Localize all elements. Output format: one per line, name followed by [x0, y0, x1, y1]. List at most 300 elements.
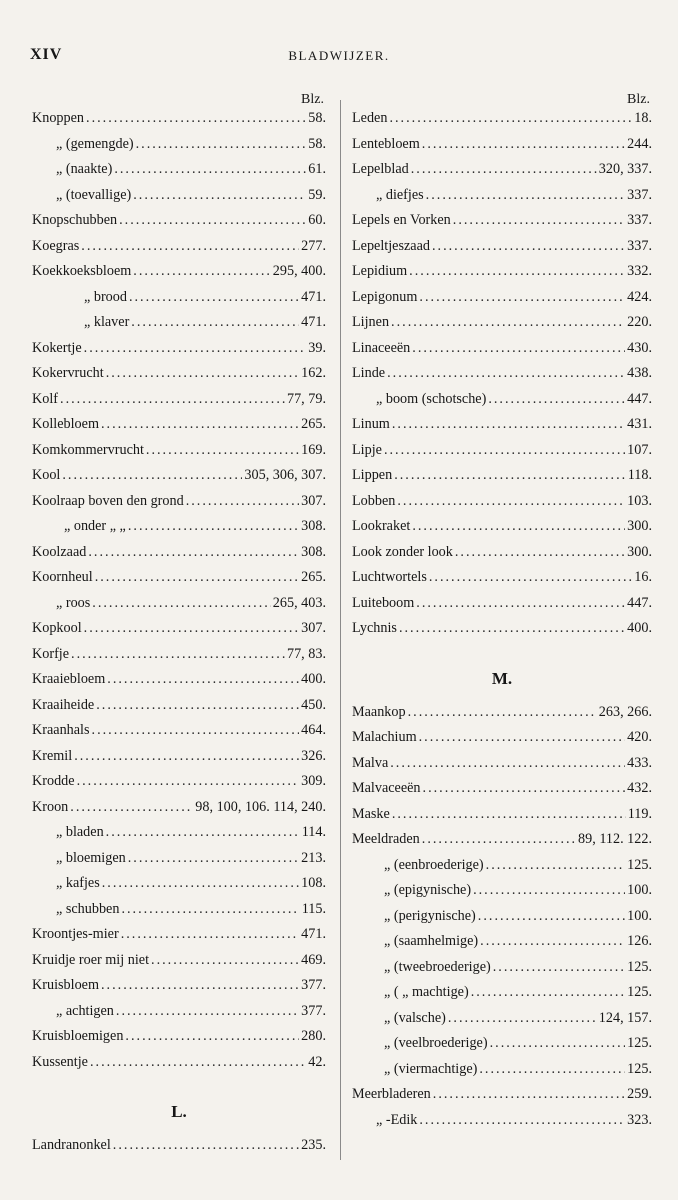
index-entry — [352, 187, 652, 213]
dot-leader — [387, 365, 625, 382]
entry-pages: 265. — [301, 416, 326, 432]
entry-term: „ (naakte) — [56, 161, 113, 177]
entry-pages: 305, 306, 307. — [244, 467, 326, 483]
entry-pages: 59. — [308, 186, 326, 203]
index-entry — [352, 908, 652, 934]
dot-leader — [390, 755, 625, 772]
index-entry — [352, 806, 652, 832]
entry-pages: 430. — [627, 339, 652, 356]
index-entry — [32, 850, 326, 876]
entry-term: „ achtigen — [56, 1002, 114, 1019]
dot-leader — [106, 365, 299, 382]
entry-term: Meerbladeren — [352, 1086, 431, 1102]
entry-term: Landranonkel — [32, 1137, 111, 1153]
dot-leader — [146, 442, 299, 459]
dot-leader — [486, 857, 626, 874]
entry-pages: 432. — [627, 780, 652, 796]
index-entry — [32, 646, 326, 672]
dot-leader — [128, 518, 299, 535]
entry-pages: 125. — [627, 1035, 652, 1051]
entry-term: Lijnen — [352, 314, 390, 330]
index-entry — [352, 212, 652, 238]
entry-pages: 471. — [301, 288, 326, 305]
entry-term: „ (viermachtige) — [384, 1060, 478, 1077]
entry-term: Maankop — [352, 703, 406, 720]
entry-pages: 77, 83. — [286, 645, 326, 662]
entry-pages: 431. — [627, 416, 652, 432]
entry-pages: 424. — [627, 288, 652, 305]
entry-pages: 100. — [627, 882, 652, 898]
index-entry — [32, 340, 326, 366]
entry-term: Luchtwortels — [352, 569, 427, 585]
index-entry — [32, 442, 326, 468]
dot-leader — [479, 1061, 625, 1078]
index-entry — [32, 773, 326, 799]
entry-pages: 400. — [301, 671, 326, 687]
index-entry — [352, 1035, 652, 1061]
entry-pages: 265. — [301, 569, 326, 585]
index-entry — [32, 977, 326, 1003]
dot-leader — [480, 933, 625, 950]
dot-leader — [84, 340, 307, 357]
entry-pages: 309. — [301, 773, 326, 789]
dot-leader — [128, 850, 299, 867]
dot-leader — [412, 340, 625, 357]
index-entry — [32, 722, 326, 748]
right-column — [352, 90, 652, 1137]
entry-pages: 125. — [627, 1060, 652, 1077]
entry-term: „ -Edik — [376, 1111, 418, 1128]
index-entry — [32, 901, 326, 927]
dot-leader — [455, 544, 625, 561]
dot-leader — [74, 748, 299, 765]
dot-leader — [493, 959, 625, 976]
entry-term: Lentebloem — [352, 135, 420, 152]
entry-pages: 471. — [301, 926, 326, 942]
index-entry — [32, 824, 326, 850]
entry-pages: 100. — [627, 907, 652, 924]
entry-term: „ (eenbroederige) — [384, 856, 484, 873]
entry-term: Lipje — [352, 441, 382, 458]
entry-term: „ brood — [84, 288, 127, 305]
dot-leader — [95, 569, 299, 586]
dot-leader — [131, 314, 299, 331]
index-entry — [352, 340, 652, 366]
entry-pages: 471. — [301, 314, 326, 330]
entry-pages: 124, 157. — [598, 1009, 652, 1026]
dot-leader — [106, 824, 300, 841]
dot-leader — [389, 110, 632, 127]
entry-pages: 169. — [301, 441, 326, 458]
index-entry — [32, 697, 326, 723]
entry-pages: 108. — [301, 875, 326, 891]
section-letter-l: L. — [171, 1102, 187, 1121]
entry-term: Koolraap boven den grond — [32, 492, 184, 509]
index-entry — [32, 1137, 326, 1163]
dot-leader — [384, 442, 625, 459]
entry-pages: 244. — [627, 135, 652, 152]
entry-term: Luiteboom — [352, 594, 415, 611]
entry-term: „ (tweebroederige) — [384, 958, 491, 975]
left-column — [32, 90, 326, 1163]
dot-leader — [426, 187, 626, 204]
entry-term: Kraaiebloem — [32, 671, 106, 687]
index-entry — [352, 831, 652, 857]
index-entry — [32, 493, 326, 519]
dot-leader — [116, 1003, 299, 1020]
dot-leader — [471, 984, 625, 1001]
dot-leader — [86, 110, 306, 127]
index-entry — [32, 875, 326, 901]
dot-leader — [488, 391, 625, 408]
index-entry — [32, 314, 326, 340]
entry-pages: 337. — [627, 212, 652, 228]
entry-term: „ onder „ „ — [64, 518, 126, 534]
entry-term: Leden — [352, 110, 388, 126]
index-entry — [32, 416, 326, 442]
entry-pages: 265, 403. — [272, 594, 326, 611]
dot-leader — [102, 875, 299, 892]
entry-pages: 60. — [308, 212, 326, 228]
dot-leader — [394, 467, 626, 484]
entry-term: Knoppen — [32, 110, 85, 126]
dot-leader — [92, 595, 271, 612]
entry-pages: 61. — [308, 161, 326, 177]
index-entry — [32, 391, 326, 417]
entry-pages: 307. — [301, 620, 326, 636]
dot-leader — [70, 799, 193, 816]
index-entry — [352, 882, 652, 908]
entry-term: Koekkoeksbloem — [32, 263, 132, 279]
entry-term: Koornheul — [32, 569, 93, 585]
dot-leader — [392, 416, 625, 433]
entry-pages: 125. — [627, 958, 652, 975]
dot-leader — [422, 136, 625, 153]
entry-term: Kruidje roer mij niet — [32, 951, 150, 968]
index-entry — [352, 467, 652, 493]
dot-leader — [84, 620, 300, 637]
entry-term: „ roos — [56, 594, 91, 611]
dot-leader — [133, 187, 306, 204]
dot-leader — [77, 773, 300, 790]
entry-pages: 447. — [627, 594, 652, 611]
entry-term: Kollebloem — [32, 416, 99, 432]
entry-term: Kraanhals — [32, 722, 90, 738]
dot-leader — [71, 646, 285, 663]
right-entries-after — [352, 704, 652, 1138]
entry-pages: 337. — [627, 186, 652, 203]
entry-pages: 377. — [301, 977, 326, 993]
dot-leader — [62, 467, 242, 484]
entry-pages: 107. — [627, 441, 652, 458]
index-entry — [352, 595, 652, 621]
index-entry — [32, 518, 326, 544]
entry-pages: 126. — [627, 933, 652, 949]
entry-pages: 235. — [301, 1137, 326, 1153]
index-entry — [352, 238, 652, 264]
dot-leader — [60, 391, 285, 408]
index-entry — [32, 671, 326, 697]
entry-term: Malva — [352, 754, 389, 771]
dot-leader — [136, 136, 307, 153]
entry-term: Korfje — [32, 645, 70, 662]
entry-term: Krodde — [32, 773, 75, 789]
entry-term: „ (veelbroederige) — [384, 1035, 488, 1051]
dot-leader — [133, 263, 271, 280]
index-entry — [32, 136, 326, 162]
entry-pages: 119. — [627, 805, 652, 822]
index-entry — [32, 952, 326, 978]
entry-term: Kroontjes-mier — [32, 926, 119, 942]
entry-pages: 58. — [308, 135, 326, 152]
entry-pages: 447. — [627, 390, 652, 407]
dot-leader — [121, 901, 299, 918]
index-entry — [352, 1112, 652, 1138]
entry-pages: 125. — [627, 984, 652, 1000]
dot-leader — [101, 977, 299, 994]
index-entry — [32, 1054, 326, 1080]
dot-leader — [422, 831, 576, 848]
dot-leader — [88, 544, 299, 561]
page-number: XIV — [30, 46, 63, 63]
index-entry — [32, 365, 326, 391]
dot-leader — [397, 493, 625, 510]
entry-pages: 332. — [627, 263, 652, 279]
entry-term: Linaceeën — [352, 339, 411, 356]
dot-leader — [416, 595, 625, 612]
index-entry — [352, 263, 652, 289]
entry-term: „ ( „ machtige) — [384, 984, 469, 1000]
entry-term: „ diefjes — [376, 186, 424, 203]
left-entries-after — [32, 1137, 326, 1163]
entry-pages: 58. — [308, 110, 326, 126]
entry-term: Malvaceeën — [352, 780, 421, 796]
entry-pages: 469. — [301, 951, 326, 968]
entry-term: Kolf — [32, 390, 59, 407]
entry-pages: 259. — [627, 1086, 652, 1102]
entry-term: Lobben — [352, 492, 396, 509]
entry-pages: 162. — [301, 365, 326, 381]
dot-leader — [423, 780, 626, 797]
entry-term: Kremil — [32, 747, 73, 764]
index-entry — [32, 748, 326, 774]
dot-leader — [432, 238, 625, 255]
entry-pages: 308. — [301, 543, 326, 560]
entry-pages: 89, 112. 122. — [578, 831, 652, 847]
dot-leader — [391, 314, 625, 331]
entry-term: Knopschubben — [32, 212, 118, 228]
entry-pages: 16. — [634, 569, 652, 585]
entry-term: Koegras — [32, 237, 80, 254]
index-entry — [352, 314, 652, 340]
index-entry — [352, 620, 652, 646]
entry-pages: 114. — [301, 824, 326, 840]
dot-leader — [412, 518, 625, 535]
entry-pages: 400. — [627, 620, 652, 636]
dot-leader — [96, 697, 299, 714]
index-entry — [352, 391, 652, 417]
index-entry — [352, 365, 652, 391]
dot-leader — [419, 729, 626, 746]
dot-leader — [408, 704, 597, 721]
dot-leader — [429, 569, 632, 586]
entry-pages: 39. — [308, 339, 326, 356]
entry-term: Lepels en Vorken — [352, 212, 451, 228]
entry-term: Lookraket — [352, 518, 411, 534]
entry-pages: 420. — [627, 729, 652, 745]
entry-term: „ bladen — [56, 824, 104, 840]
dot-leader — [107, 671, 299, 688]
entry-term: Lepigonum — [352, 288, 418, 305]
index-entry — [32, 187, 326, 213]
index-entry — [352, 569, 652, 595]
entry-pages: 280. — [301, 1028, 326, 1044]
entry-term: „ (toevallige) — [56, 186, 132, 203]
entry-pages: 308. — [301, 518, 326, 534]
index-entry — [352, 984, 652, 1010]
index-entry — [352, 1061, 652, 1087]
index-entry — [32, 263, 326, 289]
index-entry — [32, 467, 326, 493]
index-entry — [352, 780, 652, 806]
entry-term: Kruisbloem — [32, 977, 99, 993]
entry-term: „ bloemigen — [56, 849, 126, 866]
entry-term: Maske — [352, 805, 390, 822]
left-entries — [32, 110, 326, 1079]
entry-pages: 125. — [627, 856, 652, 873]
blz-header-right: Blz. — [627, 92, 650, 107]
entry-term: Kokervrucht — [32, 365, 104, 381]
index-entry — [352, 416, 652, 442]
dot-leader — [186, 493, 299, 510]
dot-leader — [151, 952, 299, 969]
entry-term: Malachium — [352, 729, 417, 745]
entry-pages: 277. — [301, 237, 326, 254]
entry-pages: 464. — [301, 722, 326, 738]
entry-term: „ (valsche) — [384, 1009, 446, 1026]
dot-leader — [490, 1035, 626, 1052]
entry-term: Kopkool — [32, 620, 82, 636]
entry-pages: 295, 400. — [272, 263, 326, 279]
entry-pages: 220. — [627, 314, 652, 330]
index-entry — [352, 136, 652, 162]
dot-leader — [125, 1028, 299, 1045]
index-entry — [352, 518, 652, 544]
entry-pages: 118. — [627, 467, 652, 483]
entry-term: Kussentje — [32, 1053, 88, 1070]
index-entry — [32, 161, 326, 187]
entry-pages: 77, 79. — [286, 390, 326, 407]
entry-term: Meeldraden — [352, 831, 420, 847]
index-entry — [352, 493, 652, 519]
index-entry — [352, 729, 652, 755]
entry-pages: 377. — [301, 1002, 326, 1019]
index-entry — [32, 544, 326, 570]
index-entry — [352, 544, 652, 570]
dot-leader — [114, 161, 306, 178]
entry-term: Komkommervrucht — [32, 441, 144, 458]
dot-leader — [101, 416, 299, 433]
section-letter-m: M. — [491, 668, 513, 688]
index-entry — [32, 1003, 326, 1029]
dot-leader — [92, 722, 300, 739]
entry-term: Lippen — [352, 467, 393, 483]
dot-leader — [419, 1112, 625, 1129]
entry-term: „ klaver — [84, 314, 130, 330]
entry-term: Lepidium — [352, 263, 408, 279]
entry-term: Koolzaad — [32, 543, 87, 560]
dot-leader — [419, 289, 625, 306]
dot-leader — [392, 806, 626, 823]
entry-term: Kokertje — [32, 339, 82, 356]
entry-pages: 213. — [301, 849, 326, 866]
right-entries — [352, 110, 652, 646]
entry-pages: 300. — [627, 543, 652, 560]
dot-leader — [121, 926, 299, 943]
index-entry — [352, 161, 652, 187]
index-entry — [32, 595, 326, 621]
index-entry — [32, 289, 326, 315]
column-divider — [340, 100, 341, 1160]
entry-pages: 18. — [634, 110, 652, 126]
blz-header-left: Blz. — [301, 92, 324, 107]
index-entry — [352, 933, 652, 959]
index-entry — [32, 1028, 326, 1054]
dot-leader — [119, 212, 306, 229]
entry-pages: 42. — [308, 1053, 326, 1070]
entry-term: „ (saamhelmige) — [384, 933, 479, 949]
index-entry — [352, 1086, 652, 1112]
entry-term: „ schubben — [56, 900, 120, 917]
entry-pages: 323. — [627, 1111, 652, 1128]
dot-leader — [473, 882, 625, 899]
dot-leader — [90, 1054, 306, 1071]
entry-pages: 337. — [627, 237, 652, 254]
index-entry — [352, 1010, 652, 1036]
index-entry — [352, 704, 652, 730]
entry-term: „ (perigynische) — [384, 907, 476, 924]
index-entry — [352, 289, 652, 315]
entry-term: Kruisbloemigen — [32, 1028, 124, 1044]
index-entry — [352, 959, 652, 985]
dot-leader — [453, 212, 625, 229]
index-entry — [32, 799, 326, 825]
dot-leader — [478, 908, 625, 925]
entry-pages: 326. — [301, 747, 326, 764]
entry-term: Lepelblad — [352, 161, 409, 177]
index-entry — [352, 857, 652, 883]
dot-leader — [409, 263, 625, 280]
entry-term: „ (epigynische) — [384, 882, 472, 898]
dot-leader — [81, 238, 299, 255]
entry-pages: 263, 266. — [598, 703, 652, 720]
entry-pages: 438. — [627, 365, 652, 381]
entry-pages: 450. — [301, 696, 326, 713]
entry-pages: 115. — [301, 900, 326, 917]
dot-leader — [448, 1010, 597, 1027]
index-entry — [32, 212, 326, 238]
index-entry — [32, 238, 326, 264]
entry-term: Linde — [352, 365, 386, 381]
entry-pages: 433. — [627, 754, 652, 771]
entry-term: „ (gemengde) — [56, 135, 134, 152]
dot-leader — [129, 289, 299, 306]
running-title: BLADWIJZER. — [288, 48, 390, 63]
index-entry — [32, 926, 326, 952]
index-entry — [352, 755, 652, 781]
entry-pages: 320, 337. — [598, 161, 652, 177]
entry-term: Kroon — [32, 798, 69, 815]
